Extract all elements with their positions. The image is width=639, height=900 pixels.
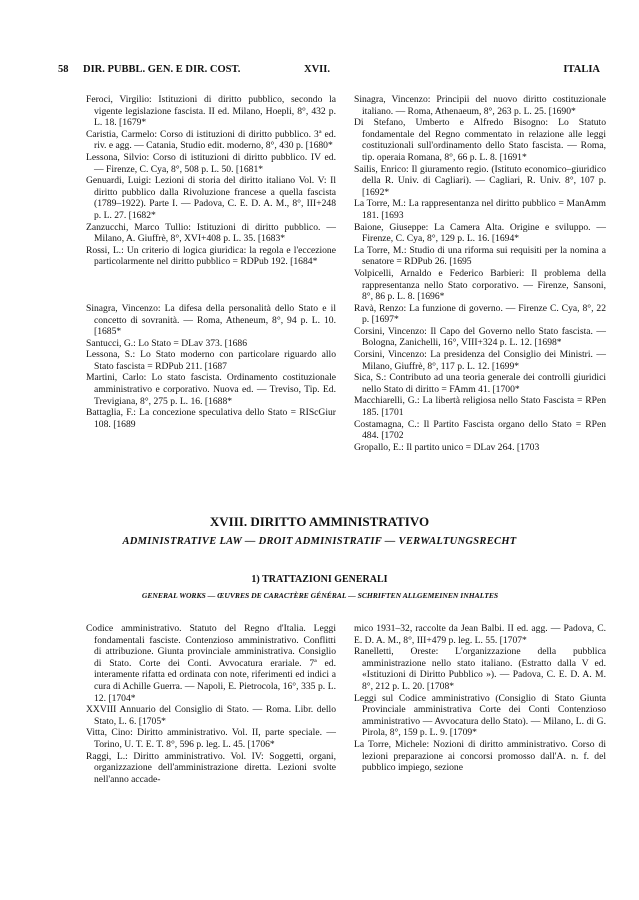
bibliography-entry: Volpicelli, Arnaldo e Federico Barbieri: Il problema della rappresentanza nello Stato corporativo. — Firenze, Sansoni, 8°, 86 p. L. 8. [1696*: [354, 267, 606, 303]
bottom-left-column: [86, 623, 336, 785]
bibliography-entry: Zanzucchi, Marco Tullio: Istituzioni di diritto pubblico. — Milano, A. Giuffrè, 8°, XVI+408 p. L. 35. [1683*: [86, 221, 336, 245]
bibliography-entry: Battaglia, F.: La concezione speculativa dello Stato = RIScGiur 108. [1689: [86, 407, 336, 430]
bibliography-entry: La Torre, M.: Studio di una riforma sui requisiti per la nomina a senatore = RDPub 26. [1695: [354, 244, 606, 268]
bibliography-entry: Leggi sul Codice amministrativo (Consiglio di Stato Giunta Provinciale amministrativa Corte dei Conti Contenzioso amministrativo — Avvocatura dello Stato). — Milano, L. di G. Pirola, 8°, 159 p. L. 9. [1709*: [354, 692, 606, 739]
bibliography-entry: Rossi, L.: Un criterio di logica giuridica: la regola e l'eccezione particolarmente nel diritto pubblico = RDPub 192. [1684*: [86, 244, 336, 268]
bibliography-entry: Sinagra, Vincenzo: La difesa della personalità dello Stato e il concetto di sovranità. — Roma, Atheneum, 8°, 94 p. L. 10. [1685*: [86, 302, 336, 338]
bibliography-entry: La Torre, M.: La rappresentanza nel diritto pubblico = ManAmm 181. [1693: [354, 198, 606, 221]
bibliography-entry: Raggi, L.: Diritto amministrativo. Vol. IV: Soggetti, organi, organizzazione dell'amministrazione diretta. Lezioni svolte nell'anno accade-: [86, 750, 336, 785]
column-gap: [86, 268, 336, 303]
bibliography-entry: Sica, S.: Contributo ad una teoria generale dei controlli giuridici nello Stato di diritto = FAmm 41. [1700*: [354, 372, 606, 395]
subsection-translations: GENERAL WORKS — ŒUVRES DE CARACTÈRE GÉNÉRAL — SCHRIFTEN ALLGEMEINEN INHALTES: [141, 591, 499, 600]
bibliography-entry: Macchiarelli, G.: La libertà religiosa nello Stato Fascista = RPen 185. [1701: [354, 395, 606, 419]
bibliography-entry: Genuardi, Luigi: Lezioni di storia del diritto italiano Vol. V: Il diritto pubblico dalla Rivoluzione francese a quella fascista (1789–1922). Parte I. — Padova, C. E. D. A. M., 8°, III+248 p. L. 27. [1682*: [86, 175, 336, 221]
bibliography-entry: Gropallo, E.: Il partito unico = DLav 264. [1703: [354, 441, 540, 453]
top-right-column: [354, 94, 606, 453]
section-number: XVII.: [304, 64, 330, 75]
bibliography-entry: Feroci, Virgilio: Istituzioni di diritto pubblico, secondo la vigente legislazione fascista. II ed. Milano, Hoepli, 8°, 432 p. L. 18. [1679*: [86, 94, 336, 129]
running-header: [58, 64, 600, 80]
bibliography-entry: Corsini, Vincenzo: Il Capo del Governo nello Stato fascista. — Bologna, Zanichelli, 16°, VIII+324 p. L. 12. [1698*: [354, 325, 606, 349]
subsection-title: 1) TRATTAZIONI GENERALI: [251, 574, 388, 585]
bibliography-entry: Santucci, G.: Lo Stato = DLav 373. [1686: [86, 337, 248, 349]
bibliography-entry-continued: mico 1931–32, raccolte da Jean Balbi. II ed. agg. — Padova, C. E. D. A. M., 8°, III+479 p. leg. L. 55. [1707*: [354, 623, 606, 646]
bibliography-entry: Caristia, Carmelo: Corso di istituzioni di diritto pubblico. 3ª ed. riv. e agg. — Catania, Studio edit. moderno, 8°, 430 p. [1680*: [86, 128, 336, 152]
bibliography-entry: Lessona, Silvio: Corso di istituzioni di diritto pubblico. IV ed. — Firenze, C. Cya, 8°, 508 p. L. 50. [1681*: [86, 151, 336, 175]
bibliography-entry: Costamagna, C.: Il Partito Fascista organo dello Stato = RPen 484. [1702: [354, 418, 606, 442]
bibliography-entry: Ravà, Renzo: La funzione di governo. — Firenze C. Cya, 8°, 22 p. [1697*: [354, 302, 606, 326]
section-subtitle: ADMINISTRATIVE LAW — DROIT ADMINISTRATIF — VERWALTUNGSRECHT: [122, 536, 517, 547]
bibliography-entry: Ranelletti, Oreste: L'organizzazione della pubblica amministrazione nello stato italiano. (Estratto dalla V ed. «Istituzioni di Diritto Pubblico »). — Padova, C. E. D. A. M. 8°, 212 p. L. 20. [1708*: [354, 646, 606, 692]
bibliography-entry: Di Stefano, Umberto e Alfredo Bisogno: Lo Statuto fondamentale del Regno commentato in relazione alle leggi costituzionali sull'ordinamento dello Stato fascista. — Roma, tip. operaia Romana, 8°, 66 p. L. 8. [1691*: [354, 117, 606, 163]
bibliography-entry: Codice amministrativo. Statuto del Regno d'Italia. Leggi fondamentali fasciste. Contenzioso amministrativo. Conflitti di attribuzione. Giunta provinciale amministrativa. Consiglio di Stato. Corte dei Conti. Avvocatura erariale. 7ª ed. interamente rifatta ed ordinata con note, riferimenti ed indici a cura di Achille Guerra. — Napoli, E. Pietrocola, 16°, 335 p. L. 12. [1704*: [86, 623, 336, 704]
section-title: XVIII. DIRITTO AMMINISTRATIVO: [209, 514, 430, 529]
country-label: ITALIA: [563, 64, 600, 75]
page-number: 58: [58, 64, 69, 75]
bibliography-entry: Sinagra, Vincenzo: Principii del nuovo diritto costituzionale italiano. — Roma, Athenaeum, 8°, 263 p. L. 25. [1690*: [354, 94, 606, 117]
bibliography-entry: Corsini, Vincenzo: La presidenza del Consiglio dei Ministri. — Milano, Giuffrè, 8°, 117 p. L. 12. [1699*: [354, 349, 606, 372]
bibliography-entry: Baione, Giuseppe: La Camera Alta. Origine e sviluppo. — Firenze, C. Cya, 8°, 129 p. L. 16. [1694*: [354, 221, 606, 245]
bibliography-entry: XXVIII Annuario del Consiglio di Stato. — Roma. Libr. dello Stato, L. 6. [1705*: [86, 704, 336, 727]
bibliography-entry: Sailis, Enrico: Il giuramento regio. (Istituto economico–giuridico della R. Univ. di Cagliari). — Cagliari, R. Univ. 8°, 107 p. [1692*: [354, 163, 606, 198]
bibliography-entry: Vitta, Cino: Diritto amministrativo. Vol. II, parte speciale. — Torino, U. T. E. T. 8°, 596 p. leg. L. 45. [1706*: [86, 727, 336, 750]
bibliography-entry: Martini, Carlo: Lo stato fascista. Ordinamento costituzionale amministrativo e corporativo. Nuova ed. — Treviso, Tip. Ed. Trevigiana, 8°, 275 p. L. 16. [1688*: [86, 372, 336, 407]
bottom-right-column: [354, 623, 606, 774]
bibliography-entry: La Torre, Michele: Nozioni di diritto amministrativo. Corso di lezioni preparazione ai concorsi promosso dall'A. n. f. del pubblico impiego, sezione: [354, 738, 606, 774]
top-left-column: [86, 94, 336, 430]
running-title: DIR. PUBBL. GEN. E DIR. COST.: [83, 64, 241, 75]
bibliography-entry: Lessona, S.: Lo Stato moderno con particolare riguardo allo Stato fascista = RDPub 211. [1687: [86, 349, 336, 372]
